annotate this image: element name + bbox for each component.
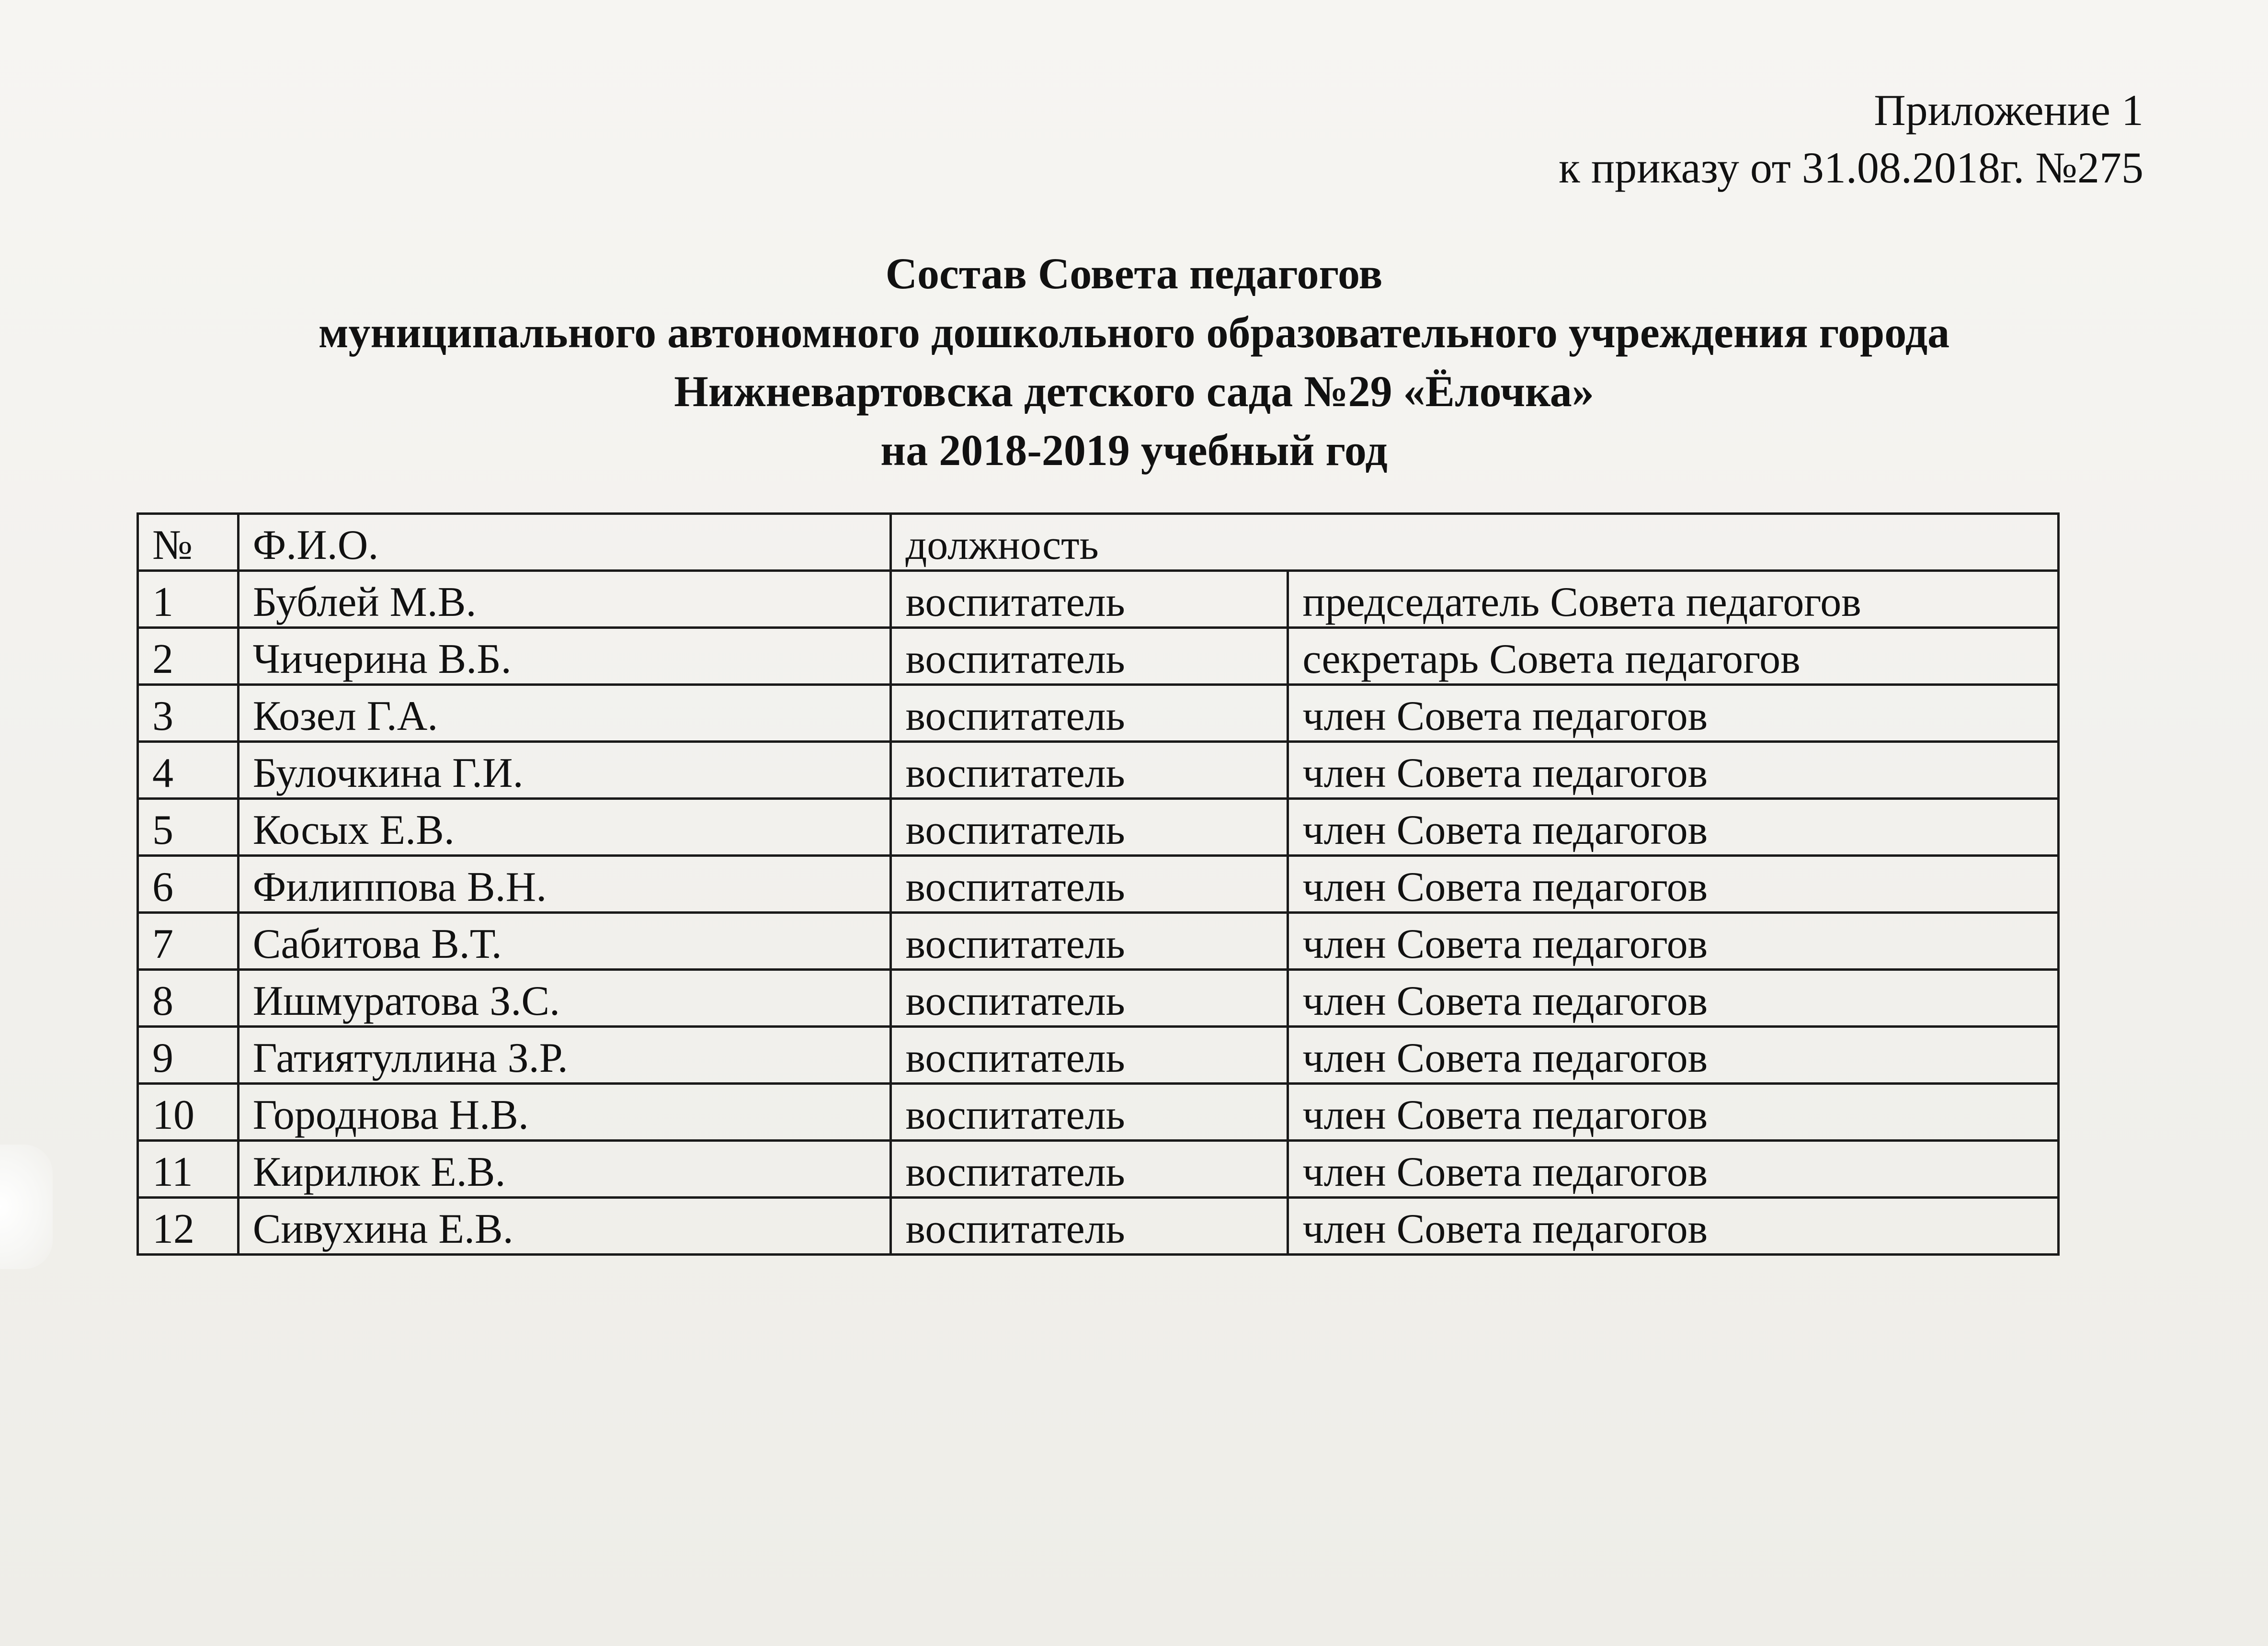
member-position: воспитатель — [891, 1141, 1288, 1198]
member-position: воспитатель — [891, 856, 1288, 913]
member-role: член Совета педагогов — [1288, 1141, 2059, 1198]
member-role: председатель Совета педагогов — [1288, 571, 2059, 628]
member-name: Сабитова В.Т. — [238, 913, 891, 970]
member-role: член Совета педагогов — [1288, 1198, 2059, 1255]
table-row — [138, 1084, 2059, 1141]
table-row — [138, 799, 2059, 856]
member-position: воспитатель — [891, 1084, 1288, 1141]
council-members-table — [137, 512, 2060, 1256]
document-title — [249, 244, 2019, 480]
member-role: секретарь Совета педагогов — [1288, 628, 2059, 685]
member-name: Филиппова В.Н. — [238, 856, 891, 913]
member-name: Бублей М.В. — [238, 571, 891, 628]
table-row — [138, 685, 2059, 742]
table-row — [138, 1141, 2059, 1198]
member-name: Гатиятуллина З.Р. — [238, 1027, 891, 1084]
title-line-2: муниципального автономного дошкольного образовательного учреждения города — [318, 308, 1950, 357]
member-role: член Совета педагогов — [1288, 913, 2059, 970]
member-role: член Совета педагогов — [1288, 1084, 2059, 1141]
table-row — [138, 742, 2059, 799]
title-line-4: на 2018-2019 учебный год — [880, 426, 1388, 475]
member-name: Городнова Н.В. — [238, 1084, 891, 1141]
table-header-row — [138, 514, 2059, 571]
table-row — [138, 571, 2059, 628]
member-name: Кирилюк Е.В. — [238, 1141, 891, 1198]
row-number: 4 — [138, 742, 239, 799]
table-row — [138, 628, 2059, 685]
table-row — [138, 970, 2059, 1027]
table-row — [138, 856, 2059, 913]
member-name: Ишмуратова З.С. — [238, 970, 891, 1027]
member-role: член Совета педагогов — [1288, 1027, 2059, 1084]
row-number: 11 — [138, 1141, 239, 1198]
row-number: 2 — [138, 628, 239, 685]
title-line-1: Состав Совета педагогов — [885, 249, 1383, 298]
member-position: воспитатель — [891, 1198, 1288, 1255]
paper-stain — [0, 1145, 53, 1269]
table-row — [138, 1027, 2059, 1084]
member-name: Чичерина В.Б. — [238, 628, 891, 685]
row-number: 7 — [138, 913, 239, 970]
member-position: воспитатель — [891, 970, 1288, 1027]
member-position: воспитатель — [891, 685, 1288, 742]
member-name: Булочкина Г.И. — [238, 742, 891, 799]
member-role: член Совета педагогов — [1288, 799, 2059, 856]
member-role: член Совета педагогов — [1288, 970, 2059, 1027]
member-name: Сивухина Е.В. — [238, 1198, 891, 1255]
table-row — [138, 1198, 2059, 1255]
member-position: воспитатель — [891, 571, 1288, 628]
member-position: воспитатель — [891, 799, 1288, 856]
member-name: Козел Г.А. — [238, 685, 891, 742]
header-position: должность — [891, 514, 2059, 571]
member-position: воспитатель — [891, 742, 1288, 799]
row-number: 12 — [138, 1198, 239, 1255]
member-position: воспитатель — [891, 628, 1288, 685]
table-body — [138, 571, 2059, 1255]
member-role: член Совета педагогов — [1288, 685, 2059, 742]
row-number: 8 — [138, 970, 239, 1027]
annex-reference — [1559, 81, 2143, 196]
member-role: член Совета педагогов — [1288, 742, 2059, 799]
row-number: 5 — [138, 799, 239, 856]
row-number: 10 — [138, 1084, 239, 1141]
title-line-3: Нижневартовска детского сада №29 «Ёлочка» — [674, 367, 1594, 416]
member-position: воспитатель — [891, 1027, 1288, 1084]
member-role: член Совета педагогов — [1288, 856, 2059, 913]
row-number: 3 — [138, 685, 239, 742]
annex-line-2: к приказу от 31.08.2018г. №275 — [1559, 143, 2143, 192]
header-full-name: Ф.И.О. — [238, 514, 891, 571]
row-number: 9 — [138, 1027, 239, 1084]
member-position: воспитатель — [891, 913, 1288, 970]
row-number: 6 — [138, 856, 239, 913]
row-number: 1 — [138, 571, 239, 628]
table-row — [138, 913, 2059, 970]
member-name: Косых Е.В. — [238, 799, 891, 856]
header-number: № — [138, 514, 239, 571]
annex-line-1: Приложение 1 — [1874, 86, 2143, 135]
